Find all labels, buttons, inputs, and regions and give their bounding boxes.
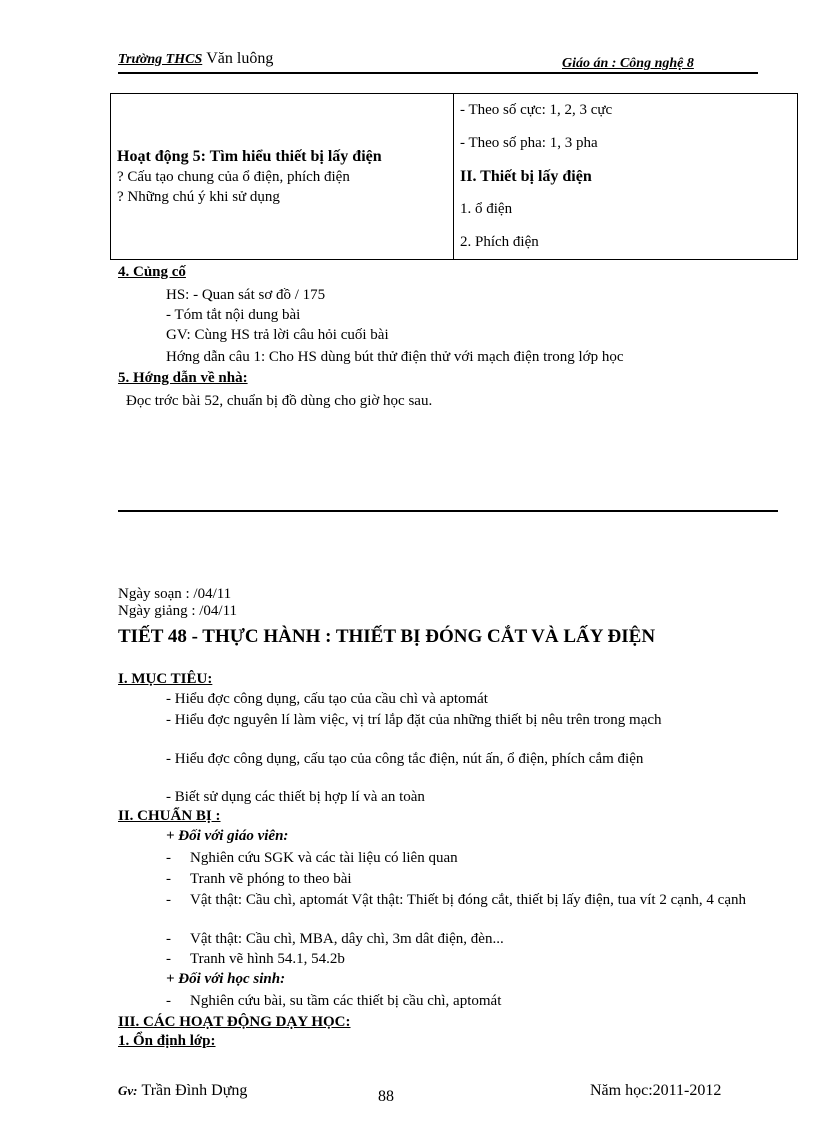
right-line-2: - Theo số pha: 1, 3 pha [460, 135, 598, 151]
objective-1: - Hiểu đợc công dụng, cấu tạo của cầu chì và aptomát [166, 691, 488, 707]
activity-question-2: ? Những chú ý khi sử dụng [117, 188, 280, 205]
header-plan-label: Giáo án : Công nghệ 8 [562, 56, 694, 71]
page-footer-teacher [118, 1082, 247, 1100]
right-line-5: 2. Phích điện [460, 234, 539, 250]
teacher-item-5: Tranh vẽ hình 54.1, 54.2b [190, 951, 345, 967]
consolidation-item-2: - Tóm tắt nội dung bài [166, 307, 301, 323]
teacher-item-4: Vật thật: Cầu chì, MBA, dây chì, 3m dât điện, đèn... [190, 931, 504, 947]
teacher-item-3: Vật thật: Cầu chì, aptomát Vật thật: Thiết bị đóng cắt, thiết bị lấy điện, tua vít 2 cạnh, 4 cạnh [190, 892, 746, 908]
activity-title: Hoạt động 5: Tìm hiểu thiết bị lấy điện [117, 147, 382, 165]
consolidation-item-3: GV: Cùng HS trả lời câu hỏi cuối bài [166, 327, 389, 343]
footer-year: Năm học:2011-2012 [590, 1082, 722, 1099]
activities-heading: III. CÁC HOẠT ĐỘNG DẠY HỌC: [118, 1014, 351, 1030]
date-prepare: Ngày soạn : /04/11 [118, 586, 232, 602]
teacher-dash-1: - [166, 850, 171, 866]
teacher-dash-4: - [166, 931, 171, 947]
homework-heading: 5. Hớng dẫn về nhà: [118, 370, 248, 386]
activity-table [110, 93, 798, 260]
step-1-heading: 1. Ổn định lớp: [118, 1033, 216, 1049]
date-teach: Ngày giảng : /04/11 [118, 603, 238, 619]
teacher-item-2: Tranh vẽ phóng to theo bài [190, 871, 352, 887]
header-school-name: Văn luông [206, 50, 274, 67]
consolidation-item-4: Hớng dẫn câu 1: Cho HS dùng bút thử điện thử với mạch điện trong lớp học [166, 349, 624, 365]
lesson-title: TIẾT 48 - THỰC HÀNH : THIẾT BỊ ĐÓNG CẮT VÀ LẤY ĐIỆN [118, 626, 656, 647]
teacher-dash-5: - [166, 951, 171, 967]
activity-question-1: ? Cấu tạo chung của ổ điện, phích điện [117, 168, 350, 185]
homework-text: Đọc trớc bài 52, chuẩn bị đồ dùng cho giờ học sau. [126, 393, 433, 409]
teacher-dash-3: - [166, 892, 171, 908]
objective-4: - Biết sử dụng các thiết bị hợp lí và an toàn [166, 789, 425, 805]
consolidation-heading: 4. Củng cố [118, 264, 186, 280]
page-header [118, 50, 273, 68]
header-school-script: Trường THCS [118, 52, 203, 67]
student-dash-1: - [166, 993, 171, 1009]
teacher-item-1: Nghiên cứu SGK và các tài liệu có liên quan [190, 850, 458, 866]
activity-right-cell [454, 94, 798, 260]
objective-3: - Hiểu đợc công dụng, cấu tạo của công tắc điện, nút ấn, ổ điện, phích cắm điện [166, 751, 644, 767]
activity-left-cell [111, 94, 454, 260]
footer-page-number: 88 [378, 1088, 394, 1105]
footer-teacher-name: Trần Đình Dựng [141, 1082, 248, 1099]
objective-2: - Hiểu đợc nguyên lí làm việc, vị trí lắp đặt của những thiết bị nêu trên trong mạch [166, 712, 662, 728]
header-rule [118, 72, 758, 74]
teacher-label: + Đối với giáo viên: [166, 828, 289, 844]
student-label: + Đối với học sinh: [166, 971, 286, 987]
right-line-4: 1. ổ điện [460, 201, 513, 217]
prep-heading: II. CHUẨN BỊ : [118, 808, 221, 824]
footer-gv-label: Gv: [118, 1083, 138, 1098]
right-heading: II. Thiết bị lấy điện [460, 168, 592, 185]
right-line-1: - Theo số cực: 1, 2, 3 cực [460, 102, 613, 118]
teacher-dash-2: - [166, 871, 171, 887]
section-divider [118, 510, 778, 512]
objectives-heading: I. MỤC TIÊU: [118, 671, 213, 687]
consolidation-item-1: HS: - Quan sát sơ đồ / 175 [166, 287, 326, 303]
student-item-1: Nghiên cứu bài, su tầm các thiết bị cầu chì, aptomát [190, 993, 502, 1009]
